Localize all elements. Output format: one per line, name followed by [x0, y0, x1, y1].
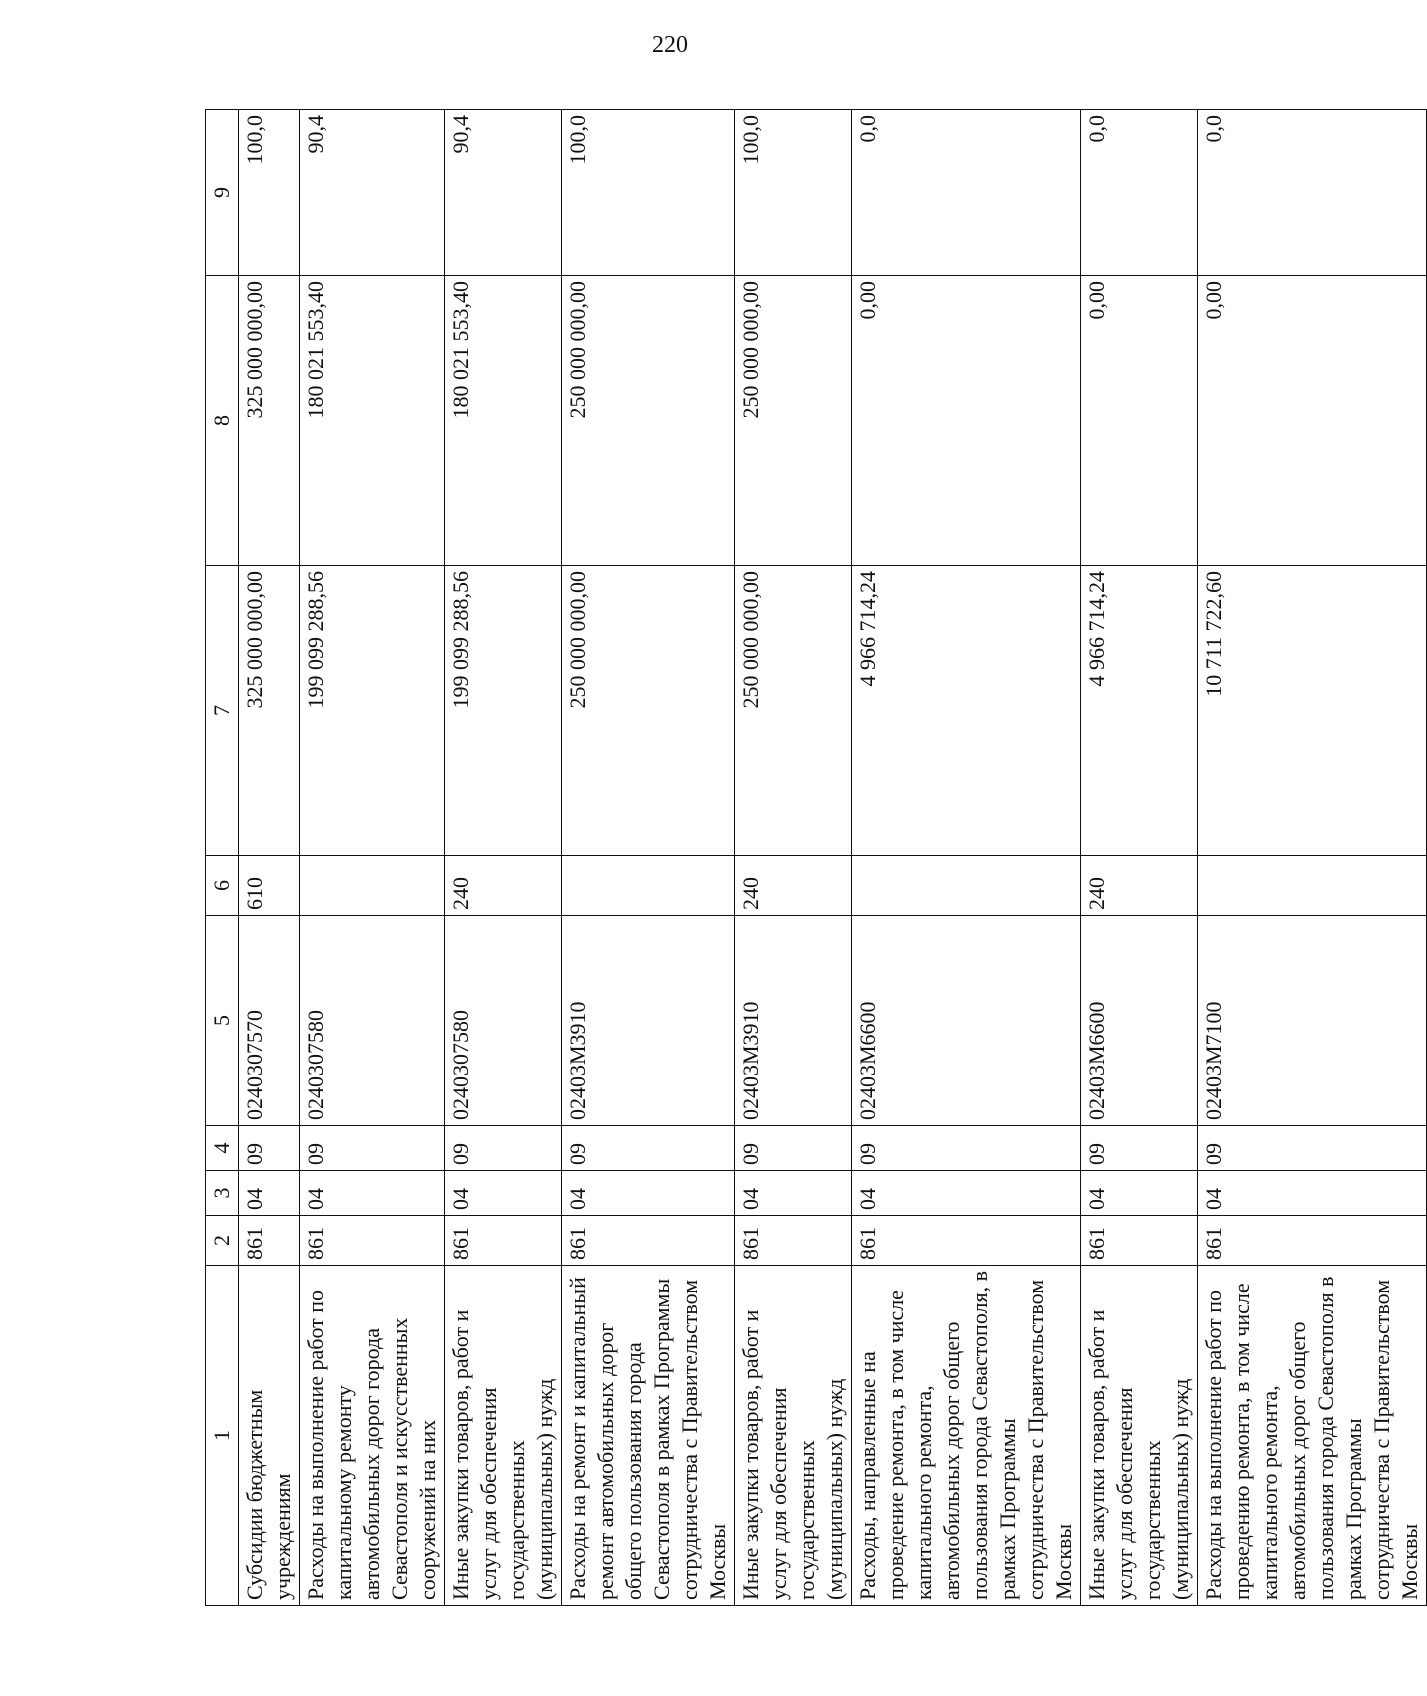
percent-cell: 0,0 — [852, 110, 1081, 276]
expense-type-cell: 240 — [1081, 856, 1198, 916]
section-cell: 04 — [735, 1171, 852, 1216]
section-cell: 04 — [445, 1171, 562, 1216]
chapter-cell: 861 — [852, 1216, 1081, 1266]
expense-type-cell: 240 — [735, 856, 852, 916]
section-cell: 04 — [300, 1171, 445, 1216]
subsection-cell: 09 — [852, 1126, 1081, 1171]
column-header-5: 5 — [206, 916, 239, 1126]
table-row — [1081, 110, 1198, 1606]
description-cell: Иные закупки товаров, работ и услуг для обеспечения государственных (муниципальных) нужд — [445, 1266, 562, 1606]
percent-cell: 90,4 — [445, 110, 562, 276]
executed-amount-cell: 180 021 553,40 — [300, 276, 445, 566]
percent-cell: 100,0 — [735, 110, 852, 276]
table-row — [239, 110, 300, 1606]
description-cell: Иные закупки товаров, работ и услуг для обеспечения государственных (муниципальных) нужд — [1081, 1266, 1198, 1606]
target-article-cell: 0240307580 — [445, 916, 562, 1126]
column-header-3: 3 — [206, 1171, 239, 1216]
description-cell: Расходы на ремонт и капитальный ремонт автомобильных дорог общего пользования города Севастополя в рамках Программы сотрудничества с Правительством Москвы — [562, 1266, 735, 1606]
planned-amount-cell: 4 966 714,24 — [1081, 566, 1198, 856]
target-article-cell: 02403M3910 — [562, 916, 735, 1126]
column-header-8: 8 — [206, 276, 239, 566]
expense-type-cell: 240 — [445, 856, 562, 916]
expense-type-cell — [562, 856, 735, 916]
target-article-cell: 02403M6600 — [1081, 916, 1198, 1126]
section-cell: 04 — [852, 1171, 1081, 1216]
executed-amount-cell: 250 000 000,00 — [562, 276, 735, 566]
percent-cell: 100,0 — [239, 110, 300, 276]
subsection-cell: 09 — [562, 1126, 735, 1171]
expense-type-cell — [852, 856, 1081, 916]
column-header-4: 4 — [206, 1126, 239, 1171]
percent-cell: 90,4 — [300, 110, 445, 276]
planned-amount-cell: 325 000 000,00 — [239, 566, 300, 856]
planned-amount-cell: 10 711 722,60 — [1198, 566, 1427, 856]
table-body — [206, 110, 1427, 1606]
planned-amount-cell: 250 000 000,00 — [562, 566, 735, 856]
percent-cell: 0,0 — [1081, 110, 1198, 276]
chapter-cell: 861 — [239, 1216, 300, 1266]
target-article-cell: 0240307580 — [300, 916, 445, 1126]
page-number: 220 — [652, 32, 688, 58]
chapter-cell: 861 — [735, 1216, 852, 1266]
subsection-cell: 09 — [1081, 1126, 1198, 1171]
subsection-cell: 09 — [239, 1126, 300, 1171]
expense-type-cell — [1198, 856, 1427, 916]
percent-cell: 100,0 — [562, 110, 735, 276]
planned-amount-cell: 250 000 000,00 — [735, 566, 852, 856]
target-article-cell: 02403M3910 — [735, 916, 852, 1126]
table-row — [852, 110, 1081, 1606]
table-row — [562, 110, 735, 1606]
planned-amount-cell: 199 099 288,56 — [300, 566, 445, 856]
chapter-cell: 861 — [445, 1216, 562, 1266]
column-header-7: 7 — [206, 566, 239, 856]
table-row — [735, 110, 852, 1606]
expense-type-cell — [300, 856, 445, 916]
chapter-cell: 861 — [300, 1216, 445, 1266]
executed-amount-cell: 0,00 — [1081, 276, 1198, 566]
column-header-9: 9 — [206, 110, 239, 276]
table-row — [445, 110, 562, 1606]
executed-amount-cell: 180 021 553,40 — [445, 276, 562, 566]
target-article-cell: 02403M6600 — [852, 916, 1081, 1126]
column-header-2: 2 — [206, 1216, 239, 1266]
description-cell: Иные закупки товаров, работ и услуг для обеспечения государственных (муниципальных) нужд — [735, 1266, 852, 1606]
table-row — [1198, 110, 1427, 1606]
column-header-6: 6 — [206, 856, 239, 916]
budget-table — [205, 109, 1427, 1606]
description-cell: Расходы, направленные на проведение ремонта, в том числе капитального ремонта, автомобильных дорог общего пользования города Севастополя, в рамках Программы сотрудничества с Правительством Москвы — [852, 1266, 1081, 1606]
planned-amount-cell: 4 966 714,24 — [852, 566, 1081, 856]
target-article-cell: 02403M7100 — [1198, 916, 1427, 1126]
chapter-cell: 861 — [1198, 1216, 1427, 1266]
description-cell: Субсидии бюджетным учреждениям — [239, 1266, 300, 1606]
chapter-cell: 861 — [1081, 1216, 1198, 1266]
subsection-cell: 09 — [1198, 1126, 1427, 1171]
description-cell: Расходы на выполнение работ по проведению ремонта, в том числе капитального ремонта, автомобильных дорог общего пользования города Севастополя в рамках Программы сотрудничества с Правительством Москвы — [1198, 1266, 1427, 1606]
executed-amount-cell: 325 000 000,00 — [239, 276, 300, 566]
subsection-cell: 09 — [445, 1126, 562, 1171]
executed-amount-cell: 0,00 — [852, 276, 1081, 566]
description-cell: Расходы на выполнение работ по капитальному ремонту автомобильных дорог города Севастополя и искусственных сооружений на них — [300, 1266, 445, 1606]
section-cell: 04 — [562, 1171, 735, 1216]
chapter-cell: 861 — [562, 1216, 735, 1266]
subsection-cell: 09 — [300, 1126, 445, 1171]
planned-amount-cell: 199 099 288,56 — [445, 566, 562, 856]
subsection-cell: 09 — [735, 1126, 852, 1171]
target-article-cell: 0240307570 — [239, 916, 300, 1126]
section-cell: 04 — [1081, 1171, 1198, 1216]
table-header-row — [206, 110, 239, 1606]
section-cell: 04 — [239, 1171, 300, 1216]
expense-type-cell: 610 — [239, 856, 300, 916]
column-header-1: 1 — [206, 1266, 239, 1606]
table-row — [300, 110, 445, 1606]
executed-amount-cell: 0,00 — [1198, 276, 1427, 566]
section-cell: 04 — [1198, 1171, 1427, 1216]
executed-amount-cell: 250 000 000,00 — [735, 276, 852, 566]
percent-cell: 0,0 — [1198, 110, 1427, 276]
